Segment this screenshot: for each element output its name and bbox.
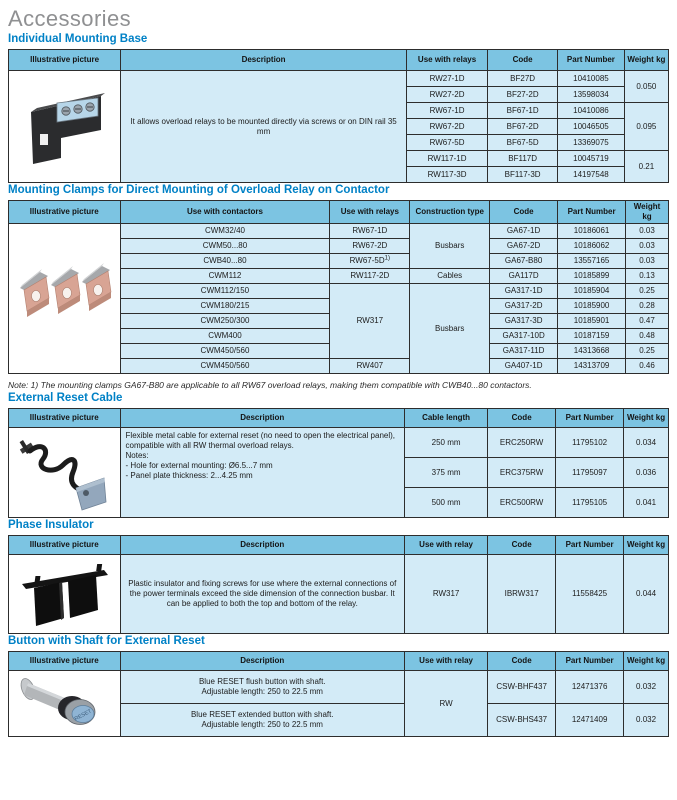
weight-cell: 0.041 xyxy=(624,488,669,518)
code-cell: BF117D xyxy=(488,151,558,167)
section-heading-individual-mounting-base: Individual Mounting Base xyxy=(8,33,148,45)
code-cell: CSW-BHF437 xyxy=(488,671,556,704)
part-number-cell: 10410085 xyxy=(558,71,625,87)
weight-cell: 0.13 xyxy=(626,269,669,284)
column-header-construction-type: Construction type xyxy=(410,201,490,224)
part-number-cell: 10410086 xyxy=(558,103,625,119)
weight-cell: 0.050 xyxy=(624,71,668,103)
part-number-cell: 12471376 xyxy=(556,671,624,704)
code-cell: GA407-1D xyxy=(490,359,558,374)
mounting-clamps-image xyxy=(12,260,116,338)
part-number-cell: 10185901 xyxy=(558,314,626,329)
description-line: Flexible metal cable for external reset (no need to open the electrical panel), compatible with all RW thermal overload relays. xyxy=(125,431,396,450)
mounting-clamps-picture-cell xyxy=(9,224,121,374)
code-cell: BF27-2D xyxy=(488,87,558,103)
reset-button-picture-cell xyxy=(9,671,121,737)
part-number-cell: 10185899 xyxy=(558,269,626,284)
description-cell: It allows overload relays to be mounted directly via screws or on DIN rail 35 mm xyxy=(121,71,407,183)
relay-cell: RW27-2D xyxy=(406,87,487,103)
column-header-picture: Illustrative picture xyxy=(9,536,121,555)
code-cell: BF67-2D xyxy=(488,119,558,135)
description-line: - Hole for external mounting: Ø6.5...7 mm xyxy=(125,461,273,470)
column-header-weight: Weight kg xyxy=(626,201,669,224)
weight-cell: 0.46 xyxy=(626,359,669,374)
relay-cell: RW67-2D xyxy=(330,239,410,254)
part-number-cell: 10046505 xyxy=(558,119,625,135)
description-cell xyxy=(120,671,404,704)
part-number-cell: 13369075 xyxy=(558,135,625,151)
table-row xyxy=(9,71,669,87)
code-cell: ERC375RW xyxy=(488,458,556,488)
relay-label: RW67-5D xyxy=(349,256,385,265)
relay-cell: RW117-1D xyxy=(406,151,487,167)
reset-button-label: RESET xyxy=(73,707,94,722)
part-number-cell: 10185904 xyxy=(558,284,626,299)
description-line: Blue RESET extended button with shaft. xyxy=(190,710,334,719)
part-number-cell: 11795097 xyxy=(556,458,624,488)
column-header-weight: Weight kg xyxy=(624,652,669,671)
weight-cell: 0.03 xyxy=(626,254,669,269)
relay-cell: RW117-3D xyxy=(406,167,487,183)
column-header-part-number: Part Number xyxy=(556,409,624,428)
button-with-shaft-table xyxy=(8,651,669,737)
contactor-cell: CWM250/300 xyxy=(120,314,330,329)
table-header-row xyxy=(9,536,669,555)
description-line: Blue RESET flush button with shaft. xyxy=(198,677,326,686)
column-header-picture: Illustrative picture xyxy=(9,652,121,671)
contactor-cell: CWM180/215 xyxy=(120,299,330,314)
part-number-cell: 10045719 xyxy=(558,151,625,167)
table-header-row xyxy=(9,409,669,428)
code-cell: GA317-11D xyxy=(490,344,558,359)
part-number-cell: 11795102 xyxy=(556,428,624,458)
code-cell: CSW-BHS437 xyxy=(488,704,556,737)
footnote-marker: 1) xyxy=(384,255,390,262)
section-heading-button-with-shaft: Button with Shaft for External Reset xyxy=(8,635,205,647)
code-cell: BF67-5D xyxy=(488,135,558,151)
weight-cell: 0.28 xyxy=(626,299,669,314)
section-heading-external-reset-cable: External Reset Cable xyxy=(8,392,123,404)
contactor-cell: CWM450/560 xyxy=(120,344,330,359)
relay-cell: RW xyxy=(405,671,488,737)
weight-cell: 0.034 xyxy=(624,428,669,458)
column-header-code: Code xyxy=(490,201,558,224)
part-number-cell: 14197548 xyxy=(558,167,625,183)
code-cell: GA317-3D xyxy=(490,314,558,329)
contactor-cell: CWM50...80 xyxy=(120,239,330,254)
weight-cell: 0.032 xyxy=(624,704,669,737)
part-number-cell: 13557165 xyxy=(558,254,626,269)
relay-cell: RW317 xyxy=(330,284,410,359)
column-header-description: Description xyxy=(121,50,407,71)
weight-cell: 0.044 xyxy=(624,555,669,634)
construction-type-cell: Busbars xyxy=(410,284,490,374)
contactor-cell: CWM400 xyxy=(120,329,330,344)
column-header-picture: Illustrative picture xyxy=(9,201,121,224)
part-number-cell: 10186061 xyxy=(558,224,626,239)
part-number-cell: 10187159 xyxy=(558,329,626,344)
column-header-relay: Use with relay xyxy=(405,536,488,555)
table-row xyxy=(9,224,669,239)
reset-button-image xyxy=(12,675,116,733)
column-header-weight: Weight kg xyxy=(624,409,669,428)
relay-cell: RW67-2D xyxy=(406,119,487,135)
relay-cell: RW317 xyxy=(405,555,488,634)
part-number-cell: 10185900 xyxy=(558,299,626,314)
cable-length-cell: 250 mm xyxy=(405,428,488,458)
footnote: Note: 1) The mounting clamps GA67-B80 are applicable to all RW67 overload relays, making them compatible with CWB40...80 contactors. xyxy=(8,380,532,390)
mounting-base-image xyxy=(15,82,115,172)
weight-cell: 0.25 xyxy=(626,344,669,359)
relay-cell xyxy=(330,254,410,269)
column-header-weight: Weight kg xyxy=(624,536,669,555)
contactor-cell: CWB40...80 xyxy=(120,254,330,269)
cable-length-cell: 375 mm xyxy=(405,458,488,488)
column-header-cable-length: Cable length xyxy=(405,409,488,428)
column-header-description: Description xyxy=(120,536,404,555)
contactor-cell: CWM450/560 xyxy=(120,359,330,374)
code-cell: BF117-3D xyxy=(488,167,558,183)
column-header-contactors: Use with contactors xyxy=(120,201,330,224)
section-heading-mounting-clamps: Mounting Clamps for Direct Mounting of Overload Relay on Contactor xyxy=(8,184,390,196)
code-cell: ERC500RW xyxy=(488,488,556,518)
cable-length-cell: 500 mm xyxy=(405,488,488,518)
contactor-cell: CWM112 xyxy=(120,269,330,284)
reset-cable-image xyxy=(12,434,116,512)
relay-cell: RW27-1D xyxy=(406,71,487,87)
part-number-cell: 14313668 xyxy=(558,344,626,359)
relay-cell: RW407 xyxy=(330,359,410,374)
table-header-row xyxy=(9,50,669,71)
description-cell: Plastic insulator and fixing screws for use where the external connections of the power terminals exceed the side dimension of the connection busbar. It can be applied to both the top and bottom of the relay. xyxy=(120,555,404,634)
part-number-cell: 13598034 xyxy=(558,87,625,103)
description-line: Adjustable length: 250 to 22.5 mm xyxy=(201,720,323,729)
code-cell: GA67-B80 xyxy=(490,254,558,269)
description-line: Adjustable length: 250 to 22.5 mm xyxy=(201,687,323,696)
part-number-cell: 11558425 xyxy=(556,555,624,634)
section-heading-phase-insulator: Phase Insulator xyxy=(8,519,94,531)
reset-cable-picture-cell xyxy=(9,428,121,518)
mounting-base-picture-cell xyxy=(9,71,121,183)
table-header-row xyxy=(9,652,669,671)
column-header-picture: Illustrative picture xyxy=(9,409,121,428)
relay-cell: RW67-1D xyxy=(406,103,487,119)
description-line: Notes: xyxy=(125,451,149,460)
column-header-code: Code xyxy=(488,536,556,555)
description-cell xyxy=(120,704,404,737)
table-row xyxy=(9,555,669,634)
contactor-cell: CWM112/150 xyxy=(120,284,330,299)
column-header-code: Code xyxy=(488,409,556,428)
part-number-cell: 10186062 xyxy=(558,239,626,254)
column-header-part-number: Part Number xyxy=(558,201,626,224)
description-line: - Panel plate thickness: 2...4.25 mm xyxy=(125,471,253,480)
table-row xyxy=(9,671,669,704)
column-header-relays: Use with relays xyxy=(406,50,487,71)
code-cell: GA317-1D xyxy=(490,284,558,299)
weight-cell: 0.03 xyxy=(626,224,669,239)
construction-type-cell: Cables xyxy=(410,269,490,284)
weight-cell: 0.036 xyxy=(624,458,669,488)
code-cell: GA67-2D xyxy=(490,239,558,254)
relay-cell: RW67-1D xyxy=(330,224,410,239)
column-header-description: Description xyxy=(120,409,404,428)
code-cell: BF27D xyxy=(488,71,558,87)
relay-cell: RW67-5D xyxy=(406,135,487,151)
column-header-part-number: Part Number xyxy=(556,652,624,671)
weight-cell: 0.032 xyxy=(624,671,669,704)
weight-cell: 0.095 xyxy=(624,103,668,151)
code-cell: GA117D xyxy=(490,269,558,284)
code-cell: ERC250RW xyxy=(488,428,556,458)
part-number-cell: 14313709 xyxy=(558,359,626,374)
code-cell: IBRW317 xyxy=(488,555,556,634)
phase-insulator-table xyxy=(8,535,669,634)
column-header-picture: Illustrative picture xyxy=(9,50,121,71)
part-number-cell: 12471409 xyxy=(556,704,624,737)
code-cell: GA67-1D xyxy=(490,224,558,239)
part-number-cell: 11795105 xyxy=(556,488,624,518)
weight-cell: 0.03 xyxy=(626,239,669,254)
column-header-relay: Use with relay xyxy=(405,652,488,671)
column-header-relays: Use with relays xyxy=(330,201,410,224)
phase-insulator-picture-cell xyxy=(9,555,121,634)
phase-insulator-image xyxy=(12,558,116,630)
table-row xyxy=(9,428,669,458)
weight-cell: 0.21 xyxy=(624,151,668,183)
external-reset-cable-table xyxy=(8,408,669,518)
page-title: Accessories xyxy=(8,6,131,31)
weight-cell: 0.25 xyxy=(626,284,669,299)
individual-mounting-base-table xyxy=(8,49,669,183)
relay-cell: RW117-2D xyxy=(330,269,410,284)
column-header-weight: Weight kg xyxy=(624,50,668,71)
column-header-code: Code xyxy=(488,652,556,671)
code-cell: GA317-10D xyxy=(490,329,558,344)
mounting-clamps-table xyxy=(8,200,669,374)
code-cell: BF67-1D xyxy=(488,103,558,119)
construction-type-cell: Busbars xyxy=(410,224,490,269)
code-cell: GA317-2D xyxy=(490,299,558,314)
weight-cell: 0.47 xyxy=(626,314,669,329)
column-header-part-number: Part Number xyxy=(558,50,625,71)
description-cell xyxy=(120,428,404,518)
column-header-description: Description xyxy=(120,652,404,671)
contactor-cell: CWM32/40 xyxy=(120,224,330,239)
column-header-part-number: Part Number xyxy=(556,536,624,555)
column-header-code: Code xyxy=(488,50,558,71)
table-header-row xyxy=(9,201,669,224)
weight-cell: 0.48 xyxy=(626,329,669,344)
